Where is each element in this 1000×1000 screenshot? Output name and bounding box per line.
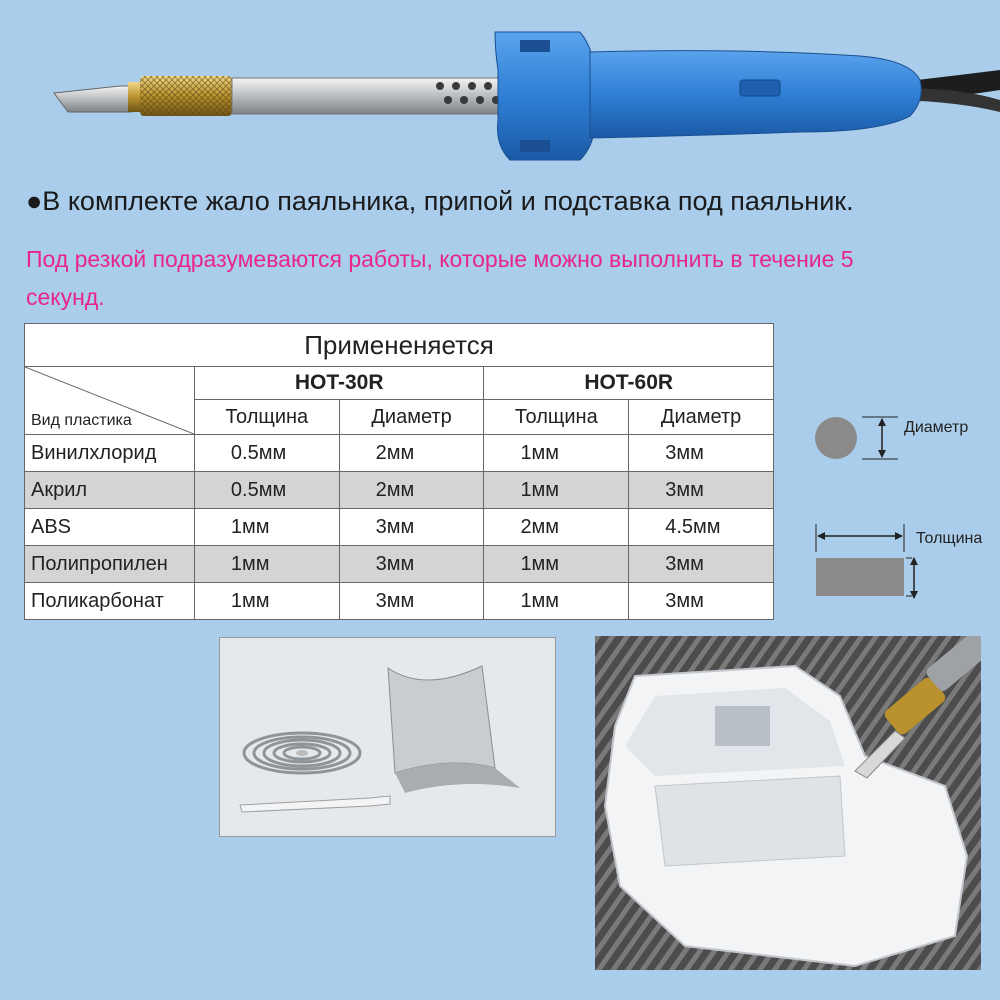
cell-value: 4.5мм	[629, 509, 774, 546]
thickness-arrow	[906, 556, 922, 600]
diameter-legend-label: Диаметр	[904, 419, 969, 436]
subheader-thickness: Толщина	[194, 400, 339, 435]
subheader-thickness: Толщина	[484, 400, 629, 435]
model-hot-60r: HOT-60R	[484, 367, 774, 400]
cell-value: 3мм	[339, 546, 484, 583]
table-row	[25, 583, 774, 620]
cell-value: 1мм	[484, 435, 629, 472]
row-name: Полипропилен	[25, 546, 195, 583]
cell-value: 3мм	[629, 583, 774, 620]
cell-value: 3мм	[629, 435, 774, 472]
row-name: ABS	[25, 509, 195, 546]
subheader-diameter: Диаметр	[629, 400, 774, 435]
model-car-photo	[595, 636, 981, 970]
cell-value: 2мм	[339, 472, 484, 509]
cutting-note-text: Под резкой подразумеваются работы, которые можно выполнить в течение 5 секунд.	[26, 246, 854, 310]
table-corner-cell	[25, 367, 195, 435]
table-row	[25, 472, 774, 509]
cell-value: 2мм	[339, 435, 484, 472]
cell-value: 1мм	[484, 583, 629, 620]
table-row	[25, 546, 774, 583]
cell-value: 3мм	[629, 472, 774, 509]
table-row	[25, 509, 774, 546]
plastics-table	[24, 323, 774, 620]
cell-value: 1мм	[484, 546, 629, 583]
soldering-iron-image	[40, 20, 1000, 170]
plastic-type-label: Вид пластика	[31, 412, 132, 429]
table-row	[25, 435, 774, 472]
diameter-diagram	[810, 412, 900, 464]
cell-value: 2мм	[484, 509, 629, 546]
included-items-text: ●В комплекте жало паяльника, припой и подставка под паяльник.	[26, 186, 854, 216]
cell-value: 0.5мм	[194, 472, 339, 509]
row-name: Акрил	[25, 472, 195, 509]
thickness-legend-label: Толщина	[916, 530, 983, 547]
model-hot-30r: HOT-30R	[194, 367, 484, 400]
table-title: Примененяется	[25, 324, 774, 367]
thickness-diagram	[812, 522, 912, 600]
cell-value: 1мм	[194, 546, 339, 583]
subheader-diameter: Диаметр	[339, 400, 484, 435]
accessories-photo	[219, 637, 556, 837]
row-name: Поликарбонат	[25, 583, 195, 620]
row-name: Винилхлорид	[25, 435, 195, 472]
cell-value: 3мм	[339, 509, 484, 546]
cell-value: 3мм	[629, 546, 774, 583]
cell-value: 1мм	[194, 583, 339, 620]
cell-value: 3мм	[339, 583, 484, 620]
cell-value: 1мм	[194, 509, 339, 546]
cell-value: 0.5мм	[194, 435, 339, 472]
cell-value: 1мм	[484, 472, 629, 509]
